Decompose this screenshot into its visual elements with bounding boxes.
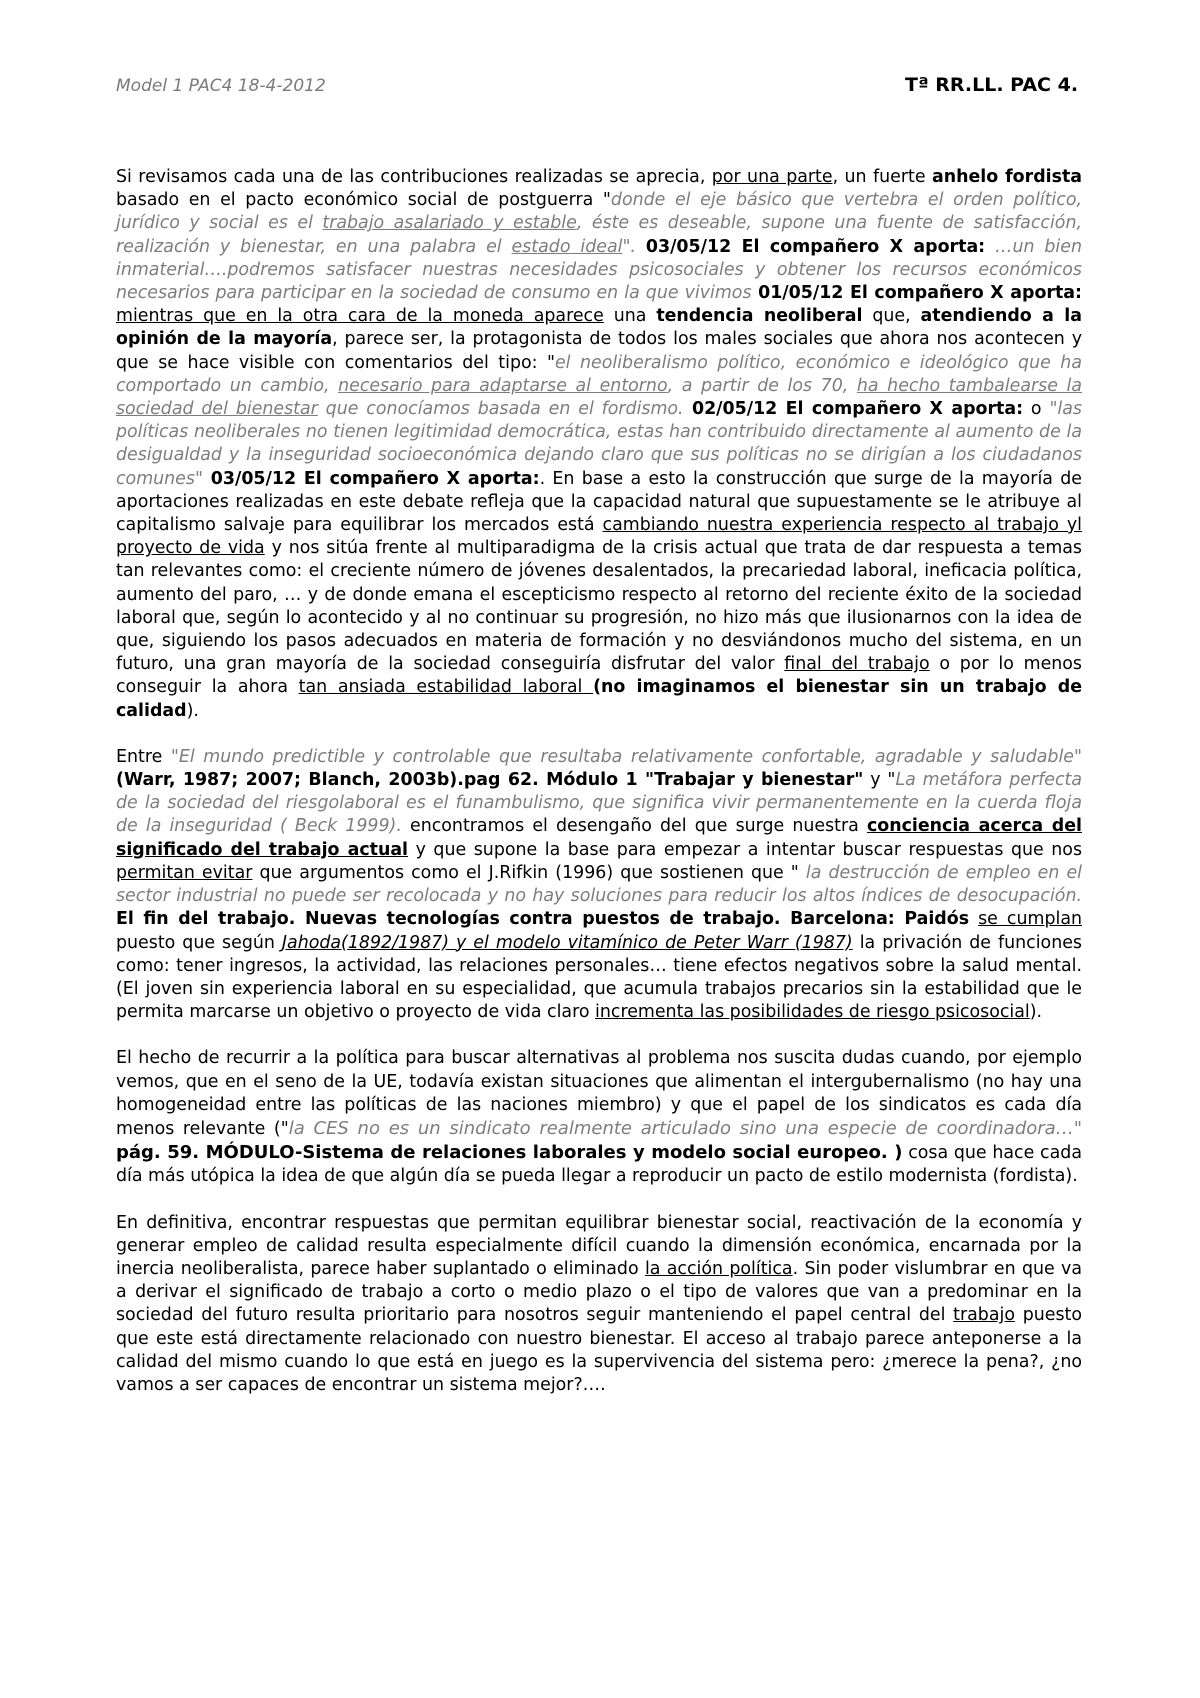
text: puesto que este está directamente relacionado con nuestro bienestar. El acceso al trabajo parece anteponerse a la calidad del mismo cuando lo que está en juego es la supervivencia del sistema pero: ¿merece la pena?, ¿no vamos a ser capaces de encontrar un sistema mejor?…. <box>116 1305 1082 1395</box>
text: cambiando nuestra experiencia respecto al trabajo yl proyecto de vida <box>116 515 1082 559</box>
text: permitan evitar <box>116 862 253 883</box>
text: tendencia neoliberal <box>656 306 863 327</box>
text: pág. 59. MÓDULO-Sistema de relaciones laborales y modelo social europeo. ) <box>116 1142 903 1164</box>
text: atendiendo a la opinión de la mayoría <box>116 306 1082 350</box>
text: y que supone la base para empezar a intentar buscar respuestas que nos <box>408 839 1083 860</box>
quote: "las políticas neoliberales no tienen legitimidad democrática, estas han contribuido directamente al aumento de la desigualdad y la inseguridad socioeconómica dejando claro que sus políticas no se dirigían a los ciudadanos comunes" <box>116 399 1082 489</box>
text: Si revisamos cada una de las contribuciones realizadas se aprecia, <box>116 167 712 187</box>
quote: , a partir de los 70, <box>667 375 857 396</box>
text: o por lo menos conseguir la ahora <box>116 654 1082 698</box>
text: , un fuerte <box>832 167 932 187</box>
text: (Warr, 1987; 2007; Blanch, 2003b).pag 62. Módulo 1 "Trabajar y bienestar" <box>116 770 864 791</box>
quote: que conocíamos basada en el fordismo. <box>317 399 684 420</box>
text: la acción política <box>644 1258 793 1279</box>
quote: ha hecho tambalearse la sociedad del bienestar <box>116 375 1082 420</box>
text: (no imaginamos el bienestar sin un trabajo de calidad <box>116 677 1082 721</box>
quote: la CES no es un sindicato realmente articulado sino una especie de coordinadora…" <box>288 1117 1082 1139</box>
text: Jahoda(1892/1987) y el modelo vitamínico de Peter Warr (1987) <box>281 932 853 953</box>
text: ). <box>186 700 199 721</box>
paragraph-1 <box>116 166 1082 723</box>
text: y " <box>863 770 896 791</box>
paragraph-2 <box>116 746 1082 1024</box>
text: se cumplan <box>978 909 1083 930</box>
quote: donde el eje básico que vertebra el orden político, jurídico y social es el <box>116 190 1082 234</box>
text: En definitiva, encontrar respuestas que permitan equilibrar bienestar social, reactivación de la economía y generar empleo de calidad resulta especialmente difícil cuando la dimensión económica, encarnada por la inercia neoliberalista, parece haber suplantado o eliminado <box>116 1212 1082 1279</box>
text: anhelo fordista <box>931 167 1083 187</box>
text: que argumentos como el J.Rifkin (1996) que sostienen que " <box>252 862 806 883</box>
text: basado en el pacto económico social de postguerra " <box>116 190 611 211</box>
quote: La metáfora perfecta de la sociedad del riesgolaboral es el funambulismo, que significa vivir permanentemente en la cuerda floja de la inseguridad ( Beck 1999). <box>116 770 1082 837</box>
text: , parece ser, la protagonista de todos los males sociales que ahora nos acontecen y que se hace visible con comentarios del tipo: " <box>116 329 1082 373</box>
paragraph-3 <box>116 1047 1082 1188</box>
quote: estado ideal <box>511 236 623 257</box>
quote: necesario para adaptarse al entorno <box>338 375 668 396</box>
text: cosa que hace cada día más utópica la idea de que algún día se pueda llegar a reproducir un pacto de estilo modernista (fordista). <box>116 1143 1082 1187</box>
document-body <box>116 166 1082 1420</box>
text: mientras que en la otra cara de la moneda aparece <box>116 306 604 327</box>
text: la privación de funciones como: tener ingresos, la actividad, las relaciones personales… tiene efectos negativos sobre la salud mental.(El joven sin experiencia laboral en su especialidad, que acumula trabajos precarios sin la estabilidad que le permita marcarse un objetivo o proyecto de vida claro <box>116 932 1082 1023</box>
text: encontramos el desengaño del que surge nuestra <box>401 816 867 837</box>
text: . En base a esto la construcción que surge de la mayoría de aportaciones realizadas en este debate refleja que la capacidad natural que supuestamente se le atribuye al capitalismo salvaje para equilibrar los mercados está <box>116 468 1082 536</box>
text: o <box>1023 399 1050 420</box>
quote: ". <box>622 236 646 257</box>
text: Entre <box>116 746 171 767</box>
text: tan ansiada estabilidad laboral <box>298 677 594 698</box>
quote: la destrucción de empleo en el sector industrial no puede ser recolocada y no hay soluciones para reducir los altos índices de desocupación. <box>116 862 1082 907</box>
quote: "El mundo predictible y controlable que resultaba relativamente confortable, agradable y saludable" <box>170 746 1082 767</box>
quote: …un bien inmaterial….podremos satisfacer nuestras necesidades psicosociales y obtener los recursos económicos necesarios para participar en la sociedad de consumo en la que vivimos <box>116 236 1082 304</box>
text: conciencia acerca del significado del trabajo actual <box>116 816 1082 860</box>
text: El fin del trabajo. Nuevas tecnologías contra puestos de trabajo. Barcelona: Paidós <box>116 909 970 930</box>
text: 03/05/12 El compañero X aporta: <box>645 236 986 257</box>
quote: el neoliberalismo político, económico e ideológico que ha comportado un cambio, <box>116 352 1082 396</box>
quote: trabajo asalariado y estable <box>322 213 577 234</box>
text: que, <box>862 306 921 327</box>
header-left: Model 1 PAC4 18-4-2012 <box>116 76 326 96</box>
text: 02/05/12 El compañero X aporta: <box>683 399 1024 420</box>
paragraph-4 <box>116 1212 1082 1398</box>
text: una <box>603 306 657 327</box>
quote: , éste es deseable, supone una fuente de satisfacción, realización y bienestar, en una palabra el <box>116 213 1082 257</box>
text <box>969 909 978 929</box>
text: trabajo <box>953 1305 1015 1326</box>
text: 01/05/12 El compañero X aporta: <box>751 283 1082 304</box>
text: final del trabajo <box>784 654 930 675</box>
text: puesto que según <box>116 932 282 953</box>
text: por una parte <box>711 167 833 187</box>
header-right: Tª RR.LL. PAC 4. <box>905 74 1079 96</box>
text: El hecho de recurrir a la política para buscar alternativas al problema nos suscita dudas cuando, por ejemplo vemos, que en el seno de la UE, todavía existan situaciones que alimentan el intergubernalismo (no hay una homogeneidad entre las políticas de las naciones miembro) y que el papel de los sindicatos es cada día menos relevante (" <box>116 1048 1082 1139</box>
text: ). <box>1029 1002 1043 1023</box>
text: 03/05/12 El compañero X aporta: <box>202 468 540 489</box>
text: y nos sitúa frente al multiparadigma de la crisis actual que trata de dar respuesta a temas tan relevantes como: el creciente número de jóvenes desalentados, la precariedad laboral, ineficacia política, aumento del paro, … y de donde emana el escepticismo respecto al retorno del reciente éxito de la sociedad laboral que, según lo acontecido y al no continuar su progresión, no hizo más que ilusionarnos con la idea de que, siguiendo los pasos adecuados en materia de formación y no desviándonos mucho del sistema, en un futuro, una gran mayoría de la sociedad conseguiría disfrutar del valor <box>116 538 1082 675</box>
text: . Sin poder vislumbrar en que va a derivar el significado de trabajo a corto o medio plazo o el tipo de valores que van a predominar en la sociedad del futuro resulta prioritario para nosotros seguir manteniendo el papel central del <box>116 1258 1083 1326</box>
text: incrementa las posibilidades de riesgo psicosocial <box>595 1002 1030 1023</box>
